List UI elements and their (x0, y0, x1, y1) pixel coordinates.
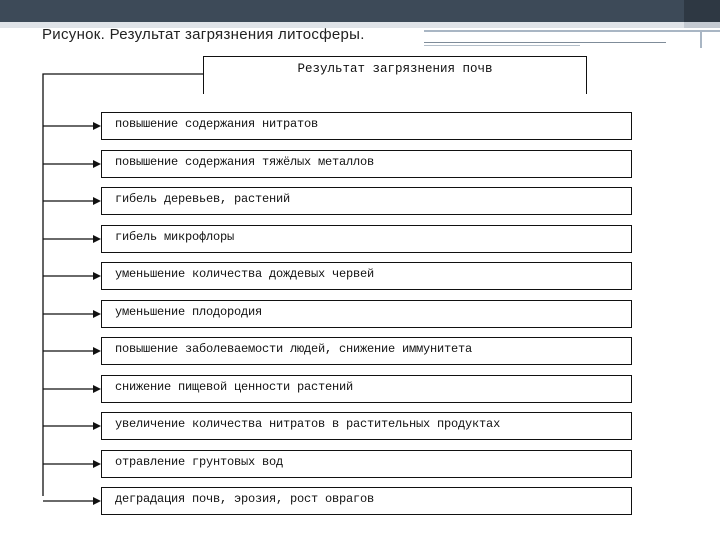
item-label: снижение пищевой ценности растений (115, 380, 354, 394)
arrowhead (93, 122, 101, 130)
root-label: Результат загрязнения почв (297, 62, 493, 76)
slide-title: Рисунок. Результат загрязнения литосферы. (42, 26, 365, 43)
item-box (101, 450, 632, 478)
arrowhead (93, 347, 101, 355)
item-label: повышение заболеваемости людей, снижение иммунитета (115, 342, 473, 356)
arrowhead (93, 197, 101, 205)
branch-arrows (43, 122, 101, 505)
item-box (101, 225, 632, 253)
item-box (101, 187, 632, 215)
item-label: уменьшение плодородия (115, 305, 263, 319)
item-label: уменьшение количества дождевых червей (115, 267, 375, 281)
item-label: увеличение количества нитратов в растительных продуктах (115, 417, 501, 431)
item-label: деградация почв, эрозия, рост оврагов (115, 492, 375, 506)
arrowhead (93, 310, 101, 318)
item-box (101, 412, 632, 440)
item-label: гибель деревьев, растений (115, 192, 291, 206)
item-box (101, 375, 632, 403)
item-box (101, 150, 632, 178)
item-label: гибель микрофлоры (115, 230, 235, 244)
item-label: повышение содержания тяжёлых металлов (115, 155, 375, 169)
root-box (203, 56, 587, 94)
item-box (101, 300, 632, 328)
arrowhead (93, 385, 101, 393)
item-label: отравление грунтовых вод (115, 455, 284, 469)
arrowhead (93, 160, 101, 168)
arrowhead (93, 422, 101, 430)
arrowhead (93, 272, 101, 280)
arrowhead (93, 460, 101, 468)
item-box (101, 337, 632, 365)
item-box (101, 487, 632, 515)
item-box (101, 262, 632, 290)
item-box (101, 112, 632, 140)
item-label: повышение содержания нитратов (115, 117, 319, 131)
arrowhead (93, 235, 101, 243)
arrowhead (93, 497, 101, 505)
